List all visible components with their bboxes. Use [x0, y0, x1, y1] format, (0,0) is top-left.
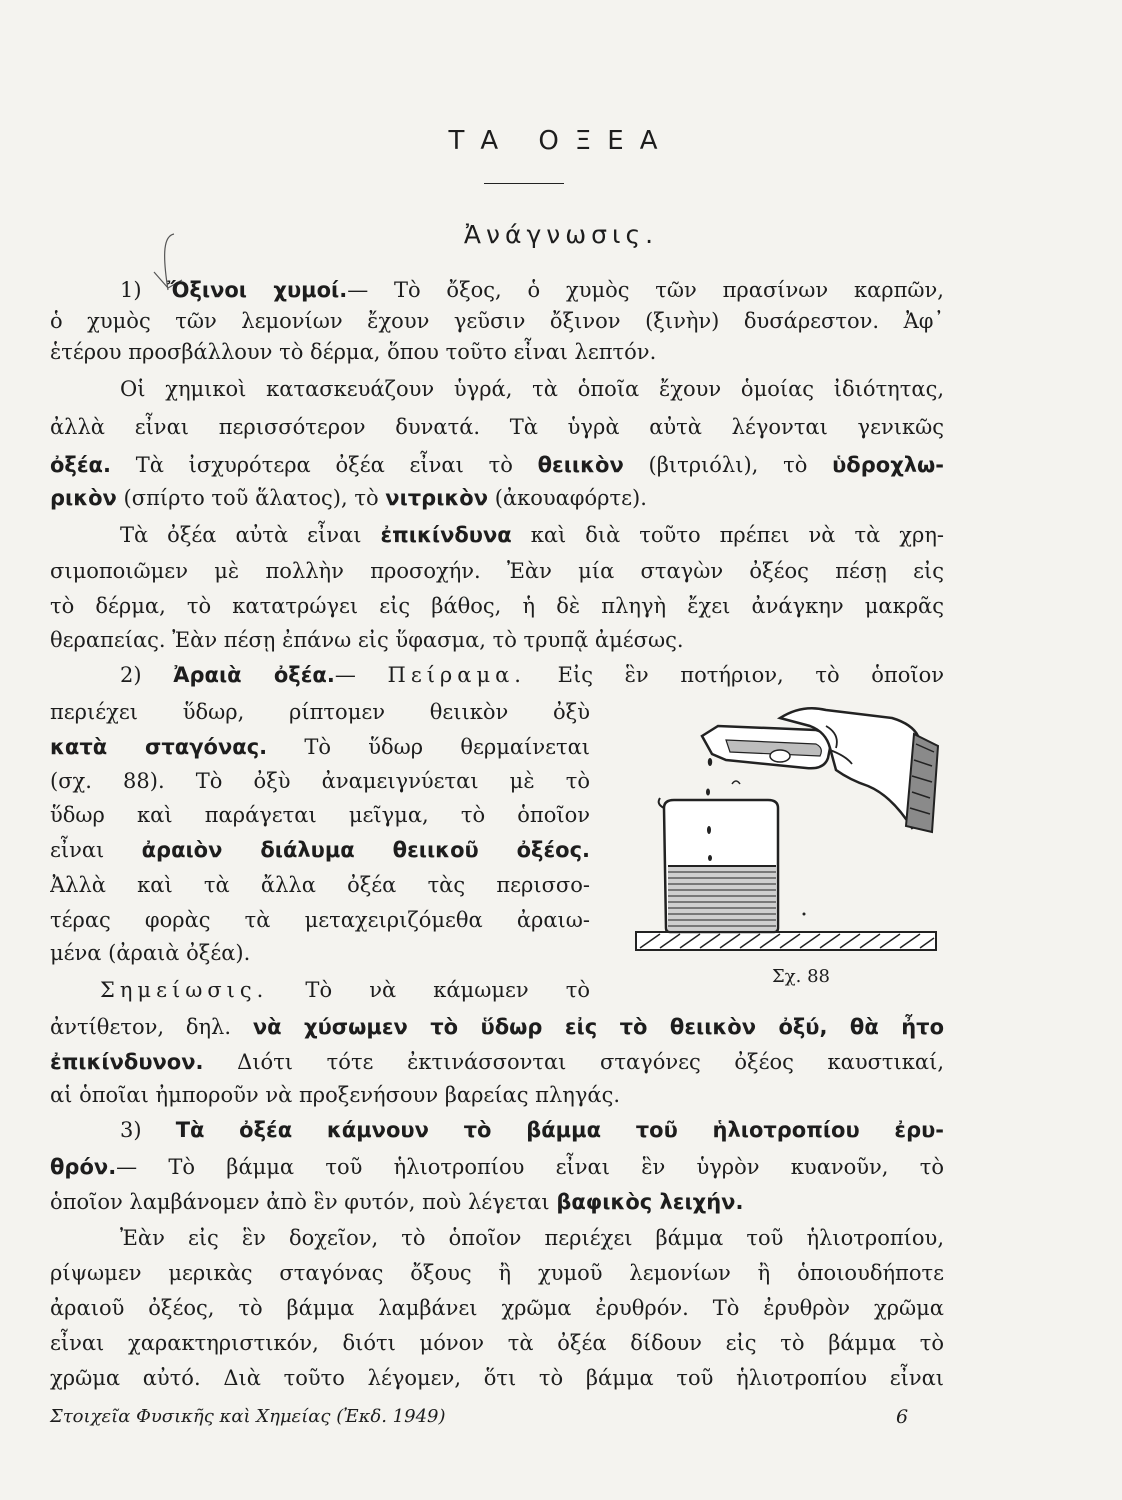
- section-subtitle: Ἀνάγνωσις.: [463, 220, 659, 249]
- p1-line-3: ἑτέρου προσβάλλουν τὸ δέρμα, ὅπου τοῦτο εἶναι λεπτόν.: [50, 340, 657, 364]
- p2-line-1: 2) Ἀραιὰ ὀξέα.— Πείραμα. Εἰς ἓν ποτήριον, τὸ ὁποῖον: [120, 663, 944, 687]
- heading-dilute-acids: Ἀραιὰ ὀξέα.: [173, 663, 335, 687]
- page-number: 6: [896, 1406, 909, 1428]
- p3-line-6: ἀραιοῦ ὀξέος, τὸ βάμμα λαμβάνει χρῶμα ἐρυθρόν. Τὸ ἐρυθρὸν χρῶμα: [50, 1296, 944, 1320]
- p3-line-4: Ἐὰν εἰς ἓν δοχεῖον, τὸ ὁποῖον περιέχει βάμμα τοῦ ἡλιοτροπίου,: [120, 1226, 944, 1250]
- heading-litmus-red: Τὰ ὀξέα κάμνουν τὸ βάμμα τοῦ ἡλιοτροπίου ἐρυ-: [175, 1118, 944, 1142]
- title-divider: [484, 183, 564, 184]
- page-title: ΤΑ ΟΞΕΑ: [448, 126, 674, 156]
- footer-book-title: Στοιχεῖα Φυσικῆς καὶ Χημείας (Ἐκδ. 1949): [50, 1406, 446, 1427]
- p1-line-11: θεραπείας. Ἐὰν πέσῃ ἐπάνω εἰς ὕφασμα, τὸ τρυπᾷ ἀμέσως.: [50, 628, 684, 652]
- p3-line-8: χρῶμα αὐτό. Διὰ τοῦτο λέγομεν, ὅτι τὸ βάμμα τοῦ ἡλιοτροπίου εἶναι: [50, 1366, 944, 1390]
- figure-88-caption: Σχ. 88: [772, 966, 830, 987]
- p3-line-2: θρόν.— Τὸ βάμμα τοῦ ἡλιοτροπίου εἶναι ἓν ὑγρὸν κυανοῦν, τὸ: [50, 1155, 944, 1179]
- p2-line-11: ἀντίθετον, δηλ. νὰ χύσωμεν τὸ ὕδωρ εἰς τὸ θειικὸν ὀξύ, θὰ ἦτο: [50, 1015, 944, 1039]
- figure-88-illustration: [630, 700, 942, 1000]
- p2-line-9: μένα (ἀραιὰ ὀξέα).: [50, 941, 251, 965]
- p1-line-2: ὁ χυμὸς τῶν λεμονίων ἔχουν γεῦσιν ὄξινον (ξινὴν) δυσάρεστον. Ἀφ᾽: [50, 309, 944, 333]
- p1-line-5: ἀλλὰ εἶναι περισσότερον δυνατά. Τὰ ὑγρὰ αὐτὰ λέγονται γενικῶς: [50, 415, 944, 439]
- p2-line-4: (σχ. 88). Τὸ ὀξὺ ἀναμειγνύεται μὲ τὸ: [50, 769, 590, 793]
- p1-line-7: ρικὸν (σπίρτο τοῦ ἅλατος), τὸ νιτρικὸν (ἀκουαφόρτε).: [50, 486, 647, 510]
- p2-line-10: Σημείωσις. Τὸ νὰ κάμωμεν τὸ: [100, 978, 590, 1002]
- p1-line-6: ὀξέα. Τὰ ἰσχυρότερα ὀξέα εἶναι τὸ θειικὸν (βιτριόλι), τὸ ὑδροχλω-: [50, 453, 944, 477]
- p3-line-1: 3) Τὰ ὀξέα κάμνουν τὸ βάμμα τοῦ ἡλιοτροπίου ἐρυ-: [120, 1118, 944, 1142]
- p2-line-6: εἶναι ἀραιὸν διάλυμα θειικοῦ ὀξέος.: [50, 838, 590, 862]
- heading-sour-juices: Ὄξινοι χυμοί.: [167, 278, 348, 302]
- p2-line-12: ἐπικίνδυνον. Διότι τότε ἐκτινάσσονται σταγόνες ὀξέος καυστικαί,: [50, 1050, 944, 1074]
- p2-line-13: αἱ ὁποῖαι ἠμποροῦν νὰ προξενήσουν βαρείας πληγάς.: [50, 1083, 621, 1107]
- p1-line-8: Τὰ ὀξέα αὐτὰ εἶναι ἐπικίνδυνα καὶ διὰ τοῦτο πρέπει νὰ τὰ χρη-: [120, 523, 944, 547]
- p1-line-9: σιμοποιῶμεν μὲ πολλὴν προσοχήν. Ἐὰν μία σταγὼν ὀξέος πέσῃ εἰς: [50, 559, 944, 583]
- p3-line-5: ρίψωμεν μερικὰς σταγόνας ὄξους ἢ χυμοῦ λεμονίων ἢ ὁποιουδήποτε: [50, 1261, 944, 1285]
- p2-line-8: τέρας φορὰς τὰ μεταχειριζόμεθα ἀραιω-: [50, 908, 590, 932]
- p1-line-1: 1) Ὄξινοι χυμοί.— Τὸ ὄξος, ὁ χυμὸς τῶν πρασίνων καρπῶν,: [120, 278, 944, 302]
- p2-line-5: ὕδωρ καὶ παράγεται μεῖγμα, τὸ ὁποῖον: [50, 803, 590, 827]
- p2-line-3: κατὰ σταγόνας. Τὸ ὕδωρ θερμαίνεται: [50, 735, 590, 759]
- p2-line-2: περιέχει ὕδωρ, ρίπτομεν θειικὸν ὀξὺ: [50, 700, 590, 724]
- p3-line-3: ὁποῖον λαμβάνομεν ἀπὸ ἓν φυτόν, ποὺ λέγεται βαφικὸς λειχήν.: [50, 1190, 744, 1214]
- p3-line-7: εἶναι χαρακτηριστικόν, διότι μόνον τὰ ὀξέα δίδουν εἰς τὸ βάμμα τὸ: [50, 1331, 944, 1355]
- p1-line-4: Οἱ χημικοὶ κατασκευάζουν ὑγρά, τὰ ὁποῖα ἔχουν ὁμοίας ἰδιότητας,: [120, 377, 944, 401]
- p2-line-7: Ἀλλὰ καὶ τὰ ἄλλα ὀξέα τὰς περισσο-: [50, 873, 590, 897]
- p1-line-10: τὸ δέρμα, τὸ κατατρώγει εἰς βάθος, ἡ δὲ πληγὴ ἔχει ἀνάγκην μακρᾶς: [50, 594, 944, 618]
